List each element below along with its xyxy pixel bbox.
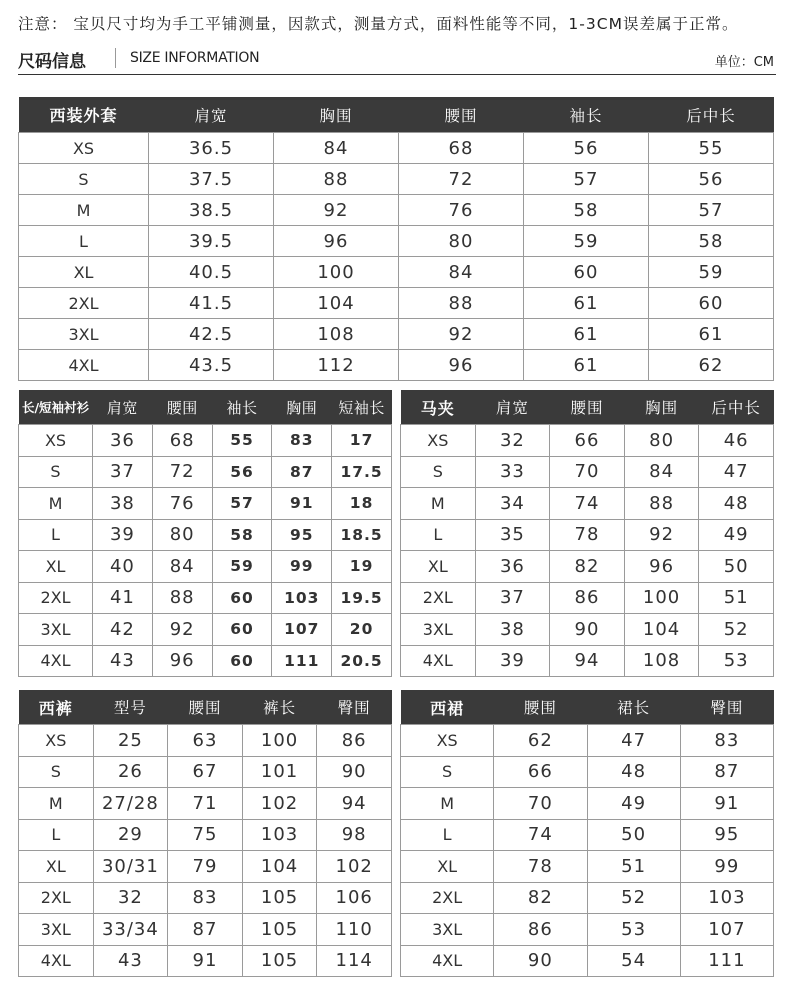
- size-label: 2XL: [19, 288, 149, 319]
- table-cell: 68: [399, 133, 524, 164]
- size-label: 2XL: [401, 582, 476, 614]
- size-label: XS: [401, 425, 476, 457]
- table-cell: 62: [649, 350, 774, 381]
- table-cell: 32: [475, 425, 550, 457]
- table-cell: 107: [272, 614, 332, 646]
- table-cell: 41: [93, 582, 153, 614]
- table-row: [401, 488, 774, 520]
- table-header-cell: 肩宽: [149, 97, 274, 133]
- table-cell: 76: [399, 195, 524, 226]
- table-cell: 70: [550, 456, 625, 488]
- table-cell: 74: [550, 488, 625, 520]
- table-cell: 56: [524, 133, 649, 164]
- table-cell: 99: [272, 551, 332, 583]
- size-label: L: [19, 226, 149, 257]
- table-cell: 104: [242, 851, 317, 883]
- table-header-cell: 裤长: [242, 690, 317, 725]
- table-row: [19, 288, 774, 319]
- table-cell: 53: [699, 645, 774, 677]
- size-label: 3XL: [401, 914, 494, 946]
- section-header: [18, 44, 776, 75]
- table-cell: 61: [524, 350, 649, 381]
- table-row: [19, 614, 392, 646]
- size-label: S: [401, 456, 476, 488]
- table-cell: 60: [649, 288, 774, 319]
- size-label: S: [19, 756, 94, 788]
- table-cell: 103: [242, 819, 317, 851]
- table-cell: 104: [624, 614, 699, 646]
- table-cell: 91: [168, 945, 243, 977]
- table-cell: 60: [524, 257, 649, 288]
- table-row: [19, 914, 392, 946]
- size-label: M: [401, 788, 494, 820]
- table-cell: 47: [699, 456, 774, 488]
- table-row: [19, 488, 392, 520]
- table-cell: 61: [524, 319, 649, 350]
- table-row: [19, 551, 392, 583]
- table-cell: 51: [587, 851, 680, 883]
- table-cell: 82: [550, 551, 625, 583]
- table-cell: 95: [272, 519, 332, 551]
- table-cell: 46: [699, 425, 774, 457]
- table-cell: 95: [680, 819, 773, 851]
- table-cell: 72: [399, 164, 524, 195]
- table-cell: 96: [152, 645, 212, 677]
- table-cell: 33: [475, 456, 550, 488]
- table-cell: 58: [524, 195, 649, 226]
- table-cell: 68: [152, 425, 212, 457]
- table-cell: 96: [399, 350, 524, 381]
- table-cell: 103: [272, 582, 332, 614]
- table-cell: 103: [680, 882, 773, 914]
- table-row: [401, 914, 774, 946]
- table-cell: 61: [649, 319, 774, 350]
- table-cell: 92: [624, 519, 699, 551]
- section-title-en: SIZE INFORMATION: [130, 50, 260, 66]
- table-row: [19, 945, 392, 977]
- table-cell: 17.5: [332, 456, 392, 488]
- table-cell: 26: [93, 756, 168, 788]
- table-cell: 87: [168, 914, 243, 946]
- table-cell: 63: [168, 725, 243, 757]
- suit-size-table: [18, 97, 774, 381]
- pants-size-table: [18, 690, 392, 977]
- table-cell: 47: [587, 725, 680, 757]
- table-cell: 80: [152, 519, 212, 551]
- table-header-cell: 腰围: [399, 97, 524, 133]
- table-cell: 92: [274, 195, 399, 226]
- size-label: 4XL: [19, 645, 93, 677]
- table-header-cell: 腰围: [494, 690, 587, 725]
- table-cell: 56: [649, 164, 774, 195]
- size-label: L: [19, 519, 93, 551]
- table-row: [19, 226, 774, 257]
- table-cell: 39.5: [149, 226, 274, 257]
- table-cell: 43: [93, 945, 168, 977]
- table-cell: 36.5: [149, 133, 274, 164]
- table-cell: 52: [587, 882, 680, 914]
- table-cell: 100: [624, 582, 699, 614]
- table-cell: 60: [212, 582, 272, 614]
- table-cell: 84: [152, 551, 212, 583]
- table-cell: 49: [587, 788, 680, 820]
- table-header-cell: 西装外套: [19, 97, 149, 133]
- table-row: [401, 851, 774, 883]
- table-cell: 59: [524, 226, 649, 257]
- size-label: S: [19, 164, 149, 195]
- size-label: M: [19, 488, 93, 520]
- table-row: [19, 582, 392, 614]
- table-cell: 87: [272, 456, 332, 488]
- unit-label: 单位：CM: [714, 55, 774, 70]
- table-row: [19, 456, 392, 488]
- table-cell: 41.5: [149, 288, 274, 319]
- table-cell: 96: [624, 551, 699, 583]
- table-cell: 40: [93, 551, 153, 583]
- table-cell: 36: [93, 425, 153, 457]
- size-label: 3XL: [19, 319, 149, 350]
- table-cell: 18.5: [332, 519, 392, 551]
- table-row: [19, 257, 774, 288]
- table-cell: 60: [212, 614, 272, 646]
- table-header-cell: 肩宽: [475, 390, 550, 425]
- table-cell: 88: [152, 582, 212, 614]
- table-cell: 106: [317, 882, 392, 914]
- size-label: XS: [19, 133, 149, 164]
- table-cell: 25: [93, 725, 168, 757]
- skirt-size-table: [400, 690, 774, 977]
- notice-text: 注意： 宝贝尺寸均为手工平铺测量，因款式，测量方式，面料性能等不同，1-3CM误差属于正常。: [18, 15, 739, 33]
- table-header-cell: 臀围: [680, 690, 773, 725]
- table-header-cell: 西裤: [19, 690, 94, 725]
- table-cell: 53: [587, 914, 680, 946]
- table-cell: 78: [494, 851, 587, 883]
- size-label: M: [19, 788, 94, 820]
- table-row: [19, 425, 392, 457]
- table-cell: 114: [317, 945, 392, 977]
- size-label: 4XL: [401, 645, 476, 677]
- table-row: [19, 756, 392, 788]
- table-cell: 86: [550, 582, 625, 614]
- table-row: [19, 645, 392, 677]
- table-cell: 86: [494, 914, 587, 946]
- table-cell: 94: [317, 788, 392, 820]
- table-row: [401, 519, 774, 551]
- table-cell: 39: [93, 519, 153, 551]
- table-cell: 84: [399, 257, 524, 288]
- size-label: XL: [401, 851, 494, 883]
- table-row: [19, 788, 392, 820]
- size-label: XS: [401, 725, 494, 757]
- table-cell: 105: [242, 945, 317, 977]
- table-cell: 30/31: [93, 851, 168, 883]
- table-cell: 111: [680, 945, 773, 977]
- table-cell: 80: [399, 226, 524, 257]
- table-cell: 92: [399, 319, 524, 350]
- table-header-cell: 胸围: [624, 390, 699, 425]
- table-cell: 29: [93, 819, 168, 851]
- size-label: S: [19, 456, 93, 488]
- table-cell: 38: [93, 488, 153, 520]
- table-row: [401, 645, 774, 677]
- table-row: [401, 551, 774, 583]
- table-cell: 108: [624, 645, 699, 677]
- table-cell: 17: [332, 425, 392, 457]
- table-cell: 59: [649, 257, 774, 288]
- table-cell: 88: [624, 488, 699, 520]
- table-cell: 42.5: [149, 319, 274, 350]
- table-cell: 99: [680, 851, 773, 883]
- size-label: XS: [19, 425, 93, 457]
- table-cell: 110: [317, 914, 392, 946]
- table-cell: 37: [93, 456, 153, 488]
- table-header-cell: 臀围: [317, 690, 392, 725]
- table-cell: 104: [274, 288, 399, 319]
- table-cell: 108: [274, 319, 399, 350]
- size-label: M: [401, 488, 476, 520]
- table-cell: 57: [649, 195, 774, 226]
- table-row: [401, 614, 774, 646]
- table-cell: 20.5: [332, 645, 392, 677]
- table-cell: 79: [168, 851, 243, 883]
- table-cell: 42: [93, 614, 153, 646]
- table-cell: 49: [699, 519, 774, 551]
- table-row: [401, 582, 774, 614]
- table-cell: 80: [624, 425, 699, 457]
- table-header-cell: 腰围: [152, 390, 212, 425]
- table-cell: 66: [550, 425, 625, 457]
- table-cell: 57: [212, 488, 272, 520]
- table-cell: 90: [494, 945, 587, 977]
- table-cell: 98: [317, 819, 392, 851]
- size-label: 4XL: [19, 945, 94, 977]
- table-cell: 88: [274, 164, 399, 195]
- size-label: 4XL: [401, 945, 494, 977]
- size-label: 2XL: [19, 882, 94, 914]
- table-cell: 43: [93, 645, 153, 677]
- table-cell: 48: [699, 488, 774, 520]
- table-cell: 56: [212, 456, 272, 488]
- table-cell: 37.5: [149, 164, 274, 195]
- table-header-cell: 肩宽: [93, 390, 153, 425]
- table-cell: 67: [168, 756, 243, 788]
- table-cell: 35: [475, 519, 550, 551]
- table-row: [19, 519, 392, 551]
- size-label: 2XL: [401, 882, 494, 914]
- table-cell: 83: [272, 425, 332, 457]
- table-cell: 102: [317, 851, 392, 883]
- table-cell: 76: [152, 488, 212, 520]
- table-row: [401, 945, 774, 977]
- table-cell: 112: [274, 350, 399, 381]
- table-cell: 75: [168, 819, 243, 851]
- size-label: XL: [401, 551, 476, 583]
- table-cell: 55: [649, 133, 774, 164]
- table-cell: 37: [475, 582, 550, 614]
- table-cell: 55: [212, 425, 272, 457]
- size-label: 2XL: [19, 582, 93, 614]
- size-label: 3XL: [401, 614, 476, 646]
- table-cell: 50: [587, 819, 680, 851]
- table-row: [19, 133, 774, 164]
- size-label: L: [401, 819, 494, 851]
- table-header-cell: 后中长: [699, 390, 774, 425]
- table-cell: 90: [550, 614, 625, 646]
- table-cell: 57: [524, 164, 649, 195]
- table-header-cell: 型号: [93, 690, 168, 725]
- table-cell: 94: [550, 645, 625, 677]
- size-label: 4XL: [19, 350, 149, 381]
- shirt-size-table: [18, 390, 392, 677]
- table-row: [401, 788, 774, 820]
- table-cell: 40.5: [149, 257, 274, 288]
- table-cell: 61: [524, 288, 649, 319]
- table-header-cell: 腰围: [168, 690, 243, 725]
- table-cell: 66: [494, 756, 587, 788]
- table-cell: 52: [699, 614, 774, 646]
- table-cell: 43.5: [149, 350, 274, 381]
- table-header-cell: 西裙: [401, 690, 494, 725]
- table-cell: 82: [494, 882, 587, 914]
- table-cell: 19: [332, 551, 392, 583]
- table-header-cell: 短袖长: [332, 390, 392, 425]
- table-cell: 83: [680, 725, 773, 757]
- table-header-cell: 长/短袖衬衫: [19, 390, 93, 425]
- table-row: [19, 725, 392, 757]
- table-row: [401, 756, 774, 788]
- table-header-cell: 胸围: [272, 390, 332, 425]
- table-cell: 91: [272, 488, 332, 520]
- table-cell: 70: [494, 788, 587, 820]
- size-label: XL: [19, 551, 93, 583]
- table-row: [19, 882, 392, 914]
- size-label: XS: [19, 725, 94, 757]
- table-cell: 51: [699, 582, 774, 614]
- table-cell: 62: [494, 725, 587, 757]
- table-row: [19, 164, 774, 195]
- table-row: [19, 350, 774, 381]
- size-label: 3XL: [19, 914, 94, 946]
- table-cell: 102: [242, 788, 317, 820]
- table-header-cell: 裙长: [587, 690, 680, 725]
- table-cell: 20: [332, 614, 392, 646]
- table-cell: 111: [272, 645, 332, 677]
- table-cell: 59: [212, 551, 272, 583]
- table-cell: 33/34: [93, 914, 168, 946]
- size-label: M: [19, 195, 149, 226]
- table-row: [19, 819, 392, 851]
- vest-size-table: [400, 390, 774, 677]
- table-row: [19, 195, 774, 226]
- table-cell: 36: [475, 551, 550, 583]
- table-cell: 101: [242, 756, 317, 788]
- table-header-cell: 腰围: [550, 390, 625, 425]
- table-row: [401, 819, 774, 851]
- size-label: 3XL: [19, 614, 93, 646]
- table-row: [401, 456, 774, 488]
- table-row: [401, 725, 774, 757]
- table-cell: 27/28: [93, 788, 168, 820]
- table-cell: 86: [317, 725, 392, 757]
- table-cell: 100: [242, 725, 317, 757]
- table-cell: 100: [274, 257, 399, 288]
- table-cell: 54: [587, 945, 680, 977]
- size-label: L: [401, 519, 476, 551]
- table-cell: 90: [317, 756, 392, 788]
- table-cell: 91: [680, 788, 773, 820]
- size-label: S: [401, 756, 494, 788]
- table-cell: 74: [494, 819, 587, 851]
- table-cell: 87: [680, 756, 773, 788]
- table-cell: 96: [274, 226, 399, 257]
- table-cell: 107: [680, 914, 773, 946]
- table-header-cell: 后中长: [649, 97, 774, 133]
- table-header-cell: 马夹: [401, 390, 476, 425]
- table-row: [19, 319, 774, 350]
- table-cell: 18: [332, 488, 392, 520]
- table-cell: 39: [475, 645, 550, 677]
- table-row: [19, 851, 392, 883]
- table-cell: 71: [168, 788, 243, 820]
- table-cell: 84: [624, 456, 699, 488]
- table-row: [401, 425, 774, 457]
- table-cell: 88: [399, 288, 524, 319]
- table-cell: 34: [475, 488, 550, 520]
- table-cell: 105: [242, 914, 317, 946]
- table-cell: 60: [212, 645, 272, 677]
- table-cell: 105: [242, 882, 317, 914]
- table-cell: 38.5: [149, 195, 274, 226]
- table-cell: 38: [475, 614, 550, 646]
- table-cell: 84: [274, 133, 399, 164]
- size-label: XL: [19, 257, 149, 288]
- size-label: L: [19, 819, 94, 851]
- header-divider: [115, 48, 116, 68]
- table-cell: 58: [649, 226, 774, 257]
- table-cell: 72: [152, 456, 212, 488]
- table-cell: 19.5: [332, 582, 392, 614]
- size-label: XL: [19, 851, 94, 883]
- table-cell: 83: [168, 882, 243, 914]
- table-row: [401, 882, 774, 914]
- table-cell: 58: [212, 519, 272, 551]
- table-header-cell: 袖长: [212, 390, 272, 425]
- table-header-cell: 胸围: [274, 97, 399, 133]
- table-cell: 32: [93, 882, 168, 914]
- table-header-cell: 袖长: [524, 97, 649, 133]
- table-cell: 50: [699, 551, 774, 583]
- table-cell: 78: [550, 519, 625, 551]
- table-cell: 92: [152, 614, 212, 646]
- section-title-cn: 尺码信息: [18, 52, 86, 72]
- table-cell: 48: [587, 756, 680, 788]
